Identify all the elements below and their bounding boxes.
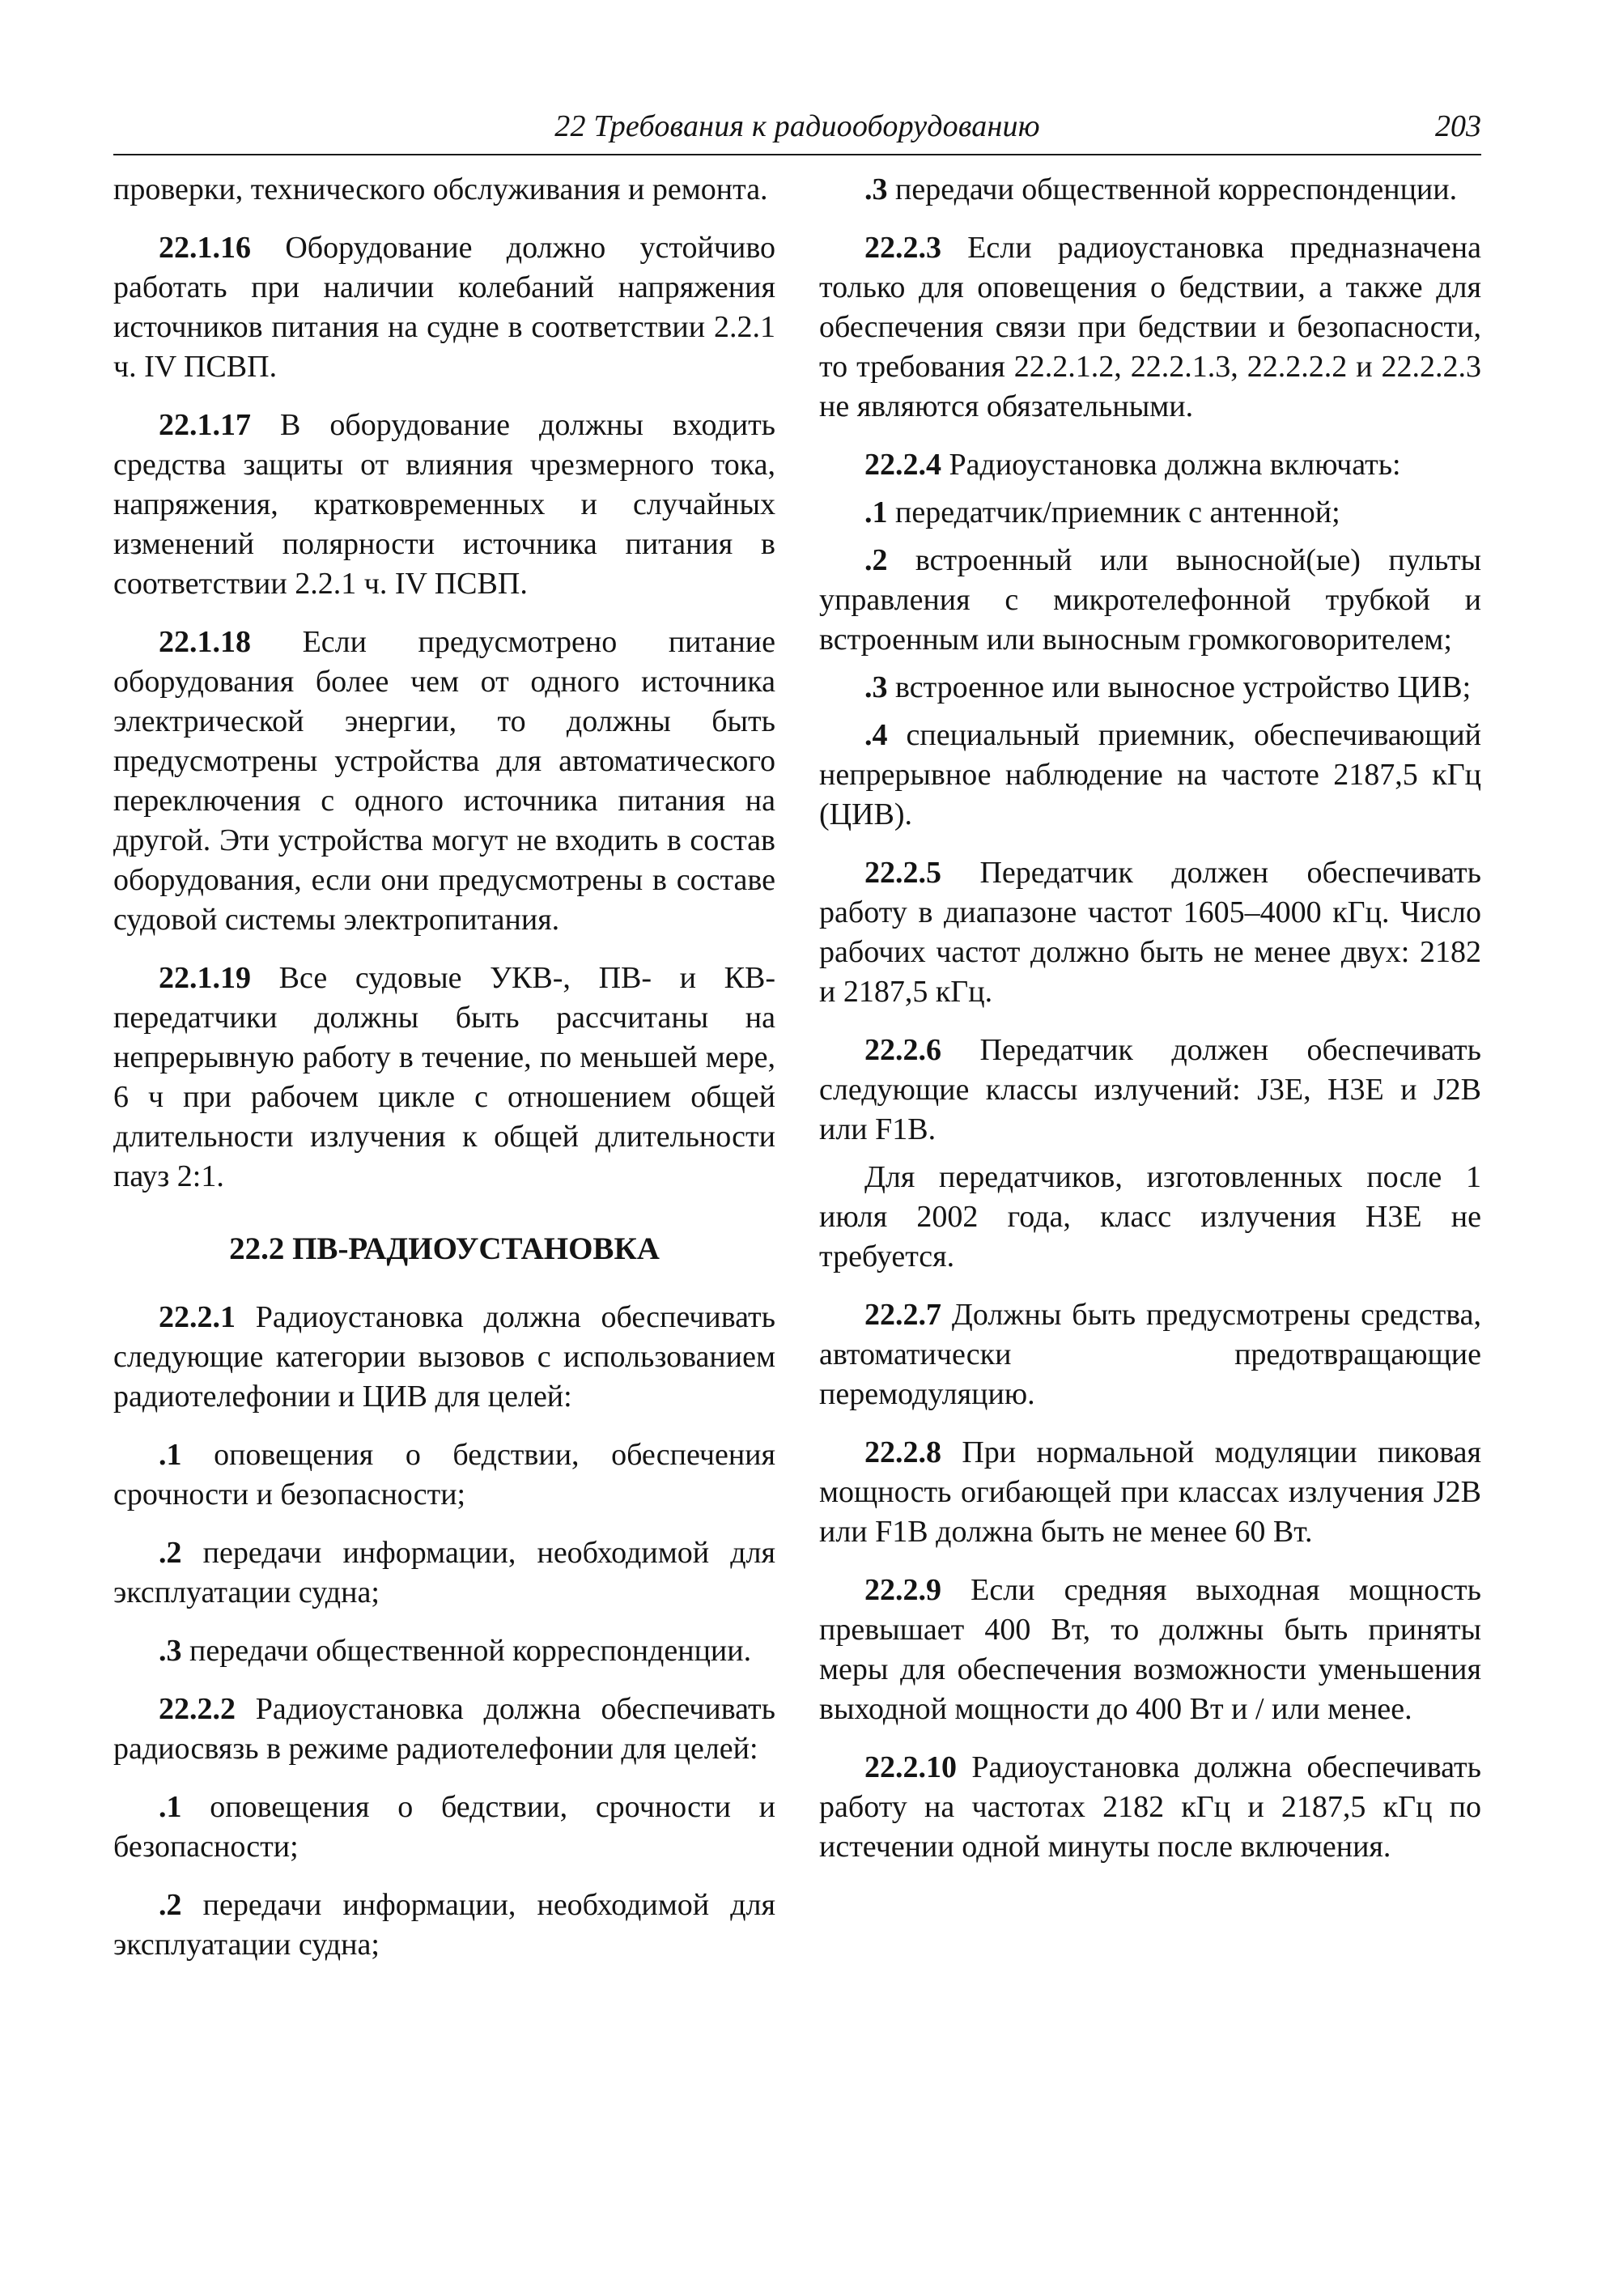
clause-number: 22.2.5 [864,856,941,890]
clause-number: 22.2.10 [864,1750,957,1784]
page-number: 203 [1435,109,1481,143]
paragraph-22-2-2 [113,1690,775,1769]
item-text: специальный приемник, обеспечивающий непрерывное наблюдение на частоте 2187,5 кГц (ЦИВ). [819,718,1481,831]
paragraph-22-1-16 [113,228,775,387]
paragraph-22-1-18 [113,623,775,940]
item-number: .3 [864,172,888,206]
header-title: 22 Требования к радиооборудованию [554,109,1040,143]
paragraph-22-2-10 [819,1748,1481,1867]
clause-text: Все судовые УКВ-, ПВ- и КВ-передатчики должны быть рассчитаны на непрерывную работу в течение, по меньшей мере, 6 ч при рабочем цикле с отношением общей длительности излучения к общей длительности пауз 2:1. [113,961,775,1193]
running-header [113,104,1481,155]
item-number: .3 [864,670,888,704]
item-text: передачи информации, необходимой для эксплуатации судна; [113,1536,775,1609]
right-column [819,170,1481,1886]
item-number: .3 [159,1634,182,1668]
paragraph-22-1-17 [113,406,775,604]
item-number: .2 [159,1888,182,1922]
clause-text: Радиоустановка должна обеспечивать работу на частотах 2182 кГц и 2187,5 кГц по истечении одной минуты после включения. [819,1750,1481,1864]
list-item [113,1886,775,1965]
clause-number: 22.1.18 [159,625,251,659]
clause-text: Радиоустановка должна обеспечивать следующие категории вызовов с использованием радиотелефонии и ЦИВ для целей: [113,1300,775,1414]
paragraph-22-2-7 [819,1295,1481,1414]
item-text: передачи информации, необходимой для эксплуатации судна; [113,1888,775,1962]
left-column [113,170,775,1983]
section-heading: 22.2 ПВ-РАДИОУСТАНОВКА [229,1231,660,1266]
item-number: .1 [159,1790,182,1824]
paragraph-22-2-1 [113,1298,775,1417]
paragraph-22-2-6 [819,1031,1481,1150]
item-text: оповещения о бедствии, обеспечения срочности и безопасности; [113,1438,775,1512]
clause-number: 22.2.9 [864,1573,941,1607]
paragraph-continuation: проверки, технического обслуживания и ремонта. [113,172,768,206]
list-item [819,170,1481,210]
item-text: передатчик/приемник с антенной; [887,495,1340,529]
clause-text: Радиоустановка должна обеспечивать радиосвязь в режиме радиотелефонии для целей: [113,1692,775,1766]
clause-text: Оборудование должно устойчиво работать при наличии колебаний напряжения источников питания на судне в соответствии 2.2.1 ч. IV ПСВП. [113,231,775,384]
clause-number: 22.1.16 [159,231,251,265]
paragraph-22-2-5 [819,853,1481,1012]
item-number: .1 [159,1438,182,1472]
list-item [819,541,1481,660]
clause-number: 22.2.4 [864,448,941,482]
clause-number: 22.2.2 [159,1692,236,1726]
clause-number: 22.1.19 [159,961,251,995]
item-text: передачи общественной корреспонденции. [887,172,1458,206]
item-number: .1 [864,495,888,529]
paragraph-22-2-4 [819,445,1481,485]
paragraph-22-1-19 [113,959,775,1197]
clause-number: 22.2.6 [864,1033,941,1067]
clause-text: Если радиоустановка предназначена только для оповещения о бедствии, а также для обеспечения связи при бедствии и безопасности, то требования 22.2.1.2, 22.2.1.3, 22.2.2.2 и 22.2.2.3 не являются обязательными. [819,231,1481,423]
list-item [113,1631,775,1671]
clause-text: Радиоустановка должна включать: [941,448,1401,482]
list-item [113,1435,775,1515]
clause-number: 22.2.7 [864,1298,941,1332]
list-item [819,716,1481,835]
list-item [819,493,1481,533]
item-number: .2 [864,543,888,577]
paragraph-22-2-8 [819,1433,1481,1552]
clause-text: Передатчик должен обеспечивать следующие классы излучений: J3E, H3E и J2B или F1B. [819,1033,1481,1146]
item-text: передачи общественной корреспонденции. [181,1634,752,1668]
item-text: встроенное или выносное устройство ЦИВ; [887,670,1472,704]
list-item [819,668,1481,708]
list-item [113,1533,775,1613]
paragraph-22-2-3 [819,228,1481,427]
clause-text: Должны быть предусмотрены средства, автоматически предотвращающие перемодуляцию. [819,1298,1481,1411]
clause-number: 22.1.17 [159,408,251,442]
item-text: оповещения о бедствии, срочности и безопасности; [113,1790,775,1864]
clause-number: 22.2.8 [864,1435,941,1469]
item-text: встроенный или выносной(ые) пульты управления с микротелефонной трубкой и встроенным или выносным громкоговорителем; [819,543,1481,657]
clause-text: При нормальной модуляции пиковая мощность огибающей при классах излучения J2B или F1B должна быть не менее 60 Вт. [819,1435,1481,1549]
item-number: .2 [159,1536,182,1570]
clause-text: Если средняя выходная мощность превышает 400 Вт, то должны быть приняты меры для обеспечения возможности уменьшения выходной мощности до 400 Вт и / или менее. [819,1573,1481,1726]
clause-number: 22.2.3 [864,231,941,265]
item-number: .4 [864,718,888,752]
clause-text: Если предусмотрено питание оборудования более чем от одного источника электрической энергии, то должны быть предусмотрены устройства для автоматического переключения с одного источника питания на другой. Эти устройства могут не входить в состав оборудования, если они предусмотрены в составе судовой системы электропитания. [113,625,775,937]
list-item [113,1788,775,1867]
clause-text: В оборудование должны входить средства защиты от влияния чрезмерного тока, напряжения, кратковременных и случайных изменений полярности источника питания в соответствии 2.2.1 ч. IV ПСВП. [113,408,775,601]
clause-text: Передатчик должен обеспечивать работу в диапазоне частот 1605–4000 кГц. Число рабочих частот должно быть не менее двух: 2182 и 2187,5 кГц. [819,856,1481,1009]
clause-number: 22.2.1 [159,1300,236,1334]
paragraph-22-2-6-note: Для передатчиков, изготовленных после 1 июля 2002 года, класс излучения H3E не требуется. [819,1160,1481,1273]
paragraph-22-2-9 [819,1571,1481,1729]
